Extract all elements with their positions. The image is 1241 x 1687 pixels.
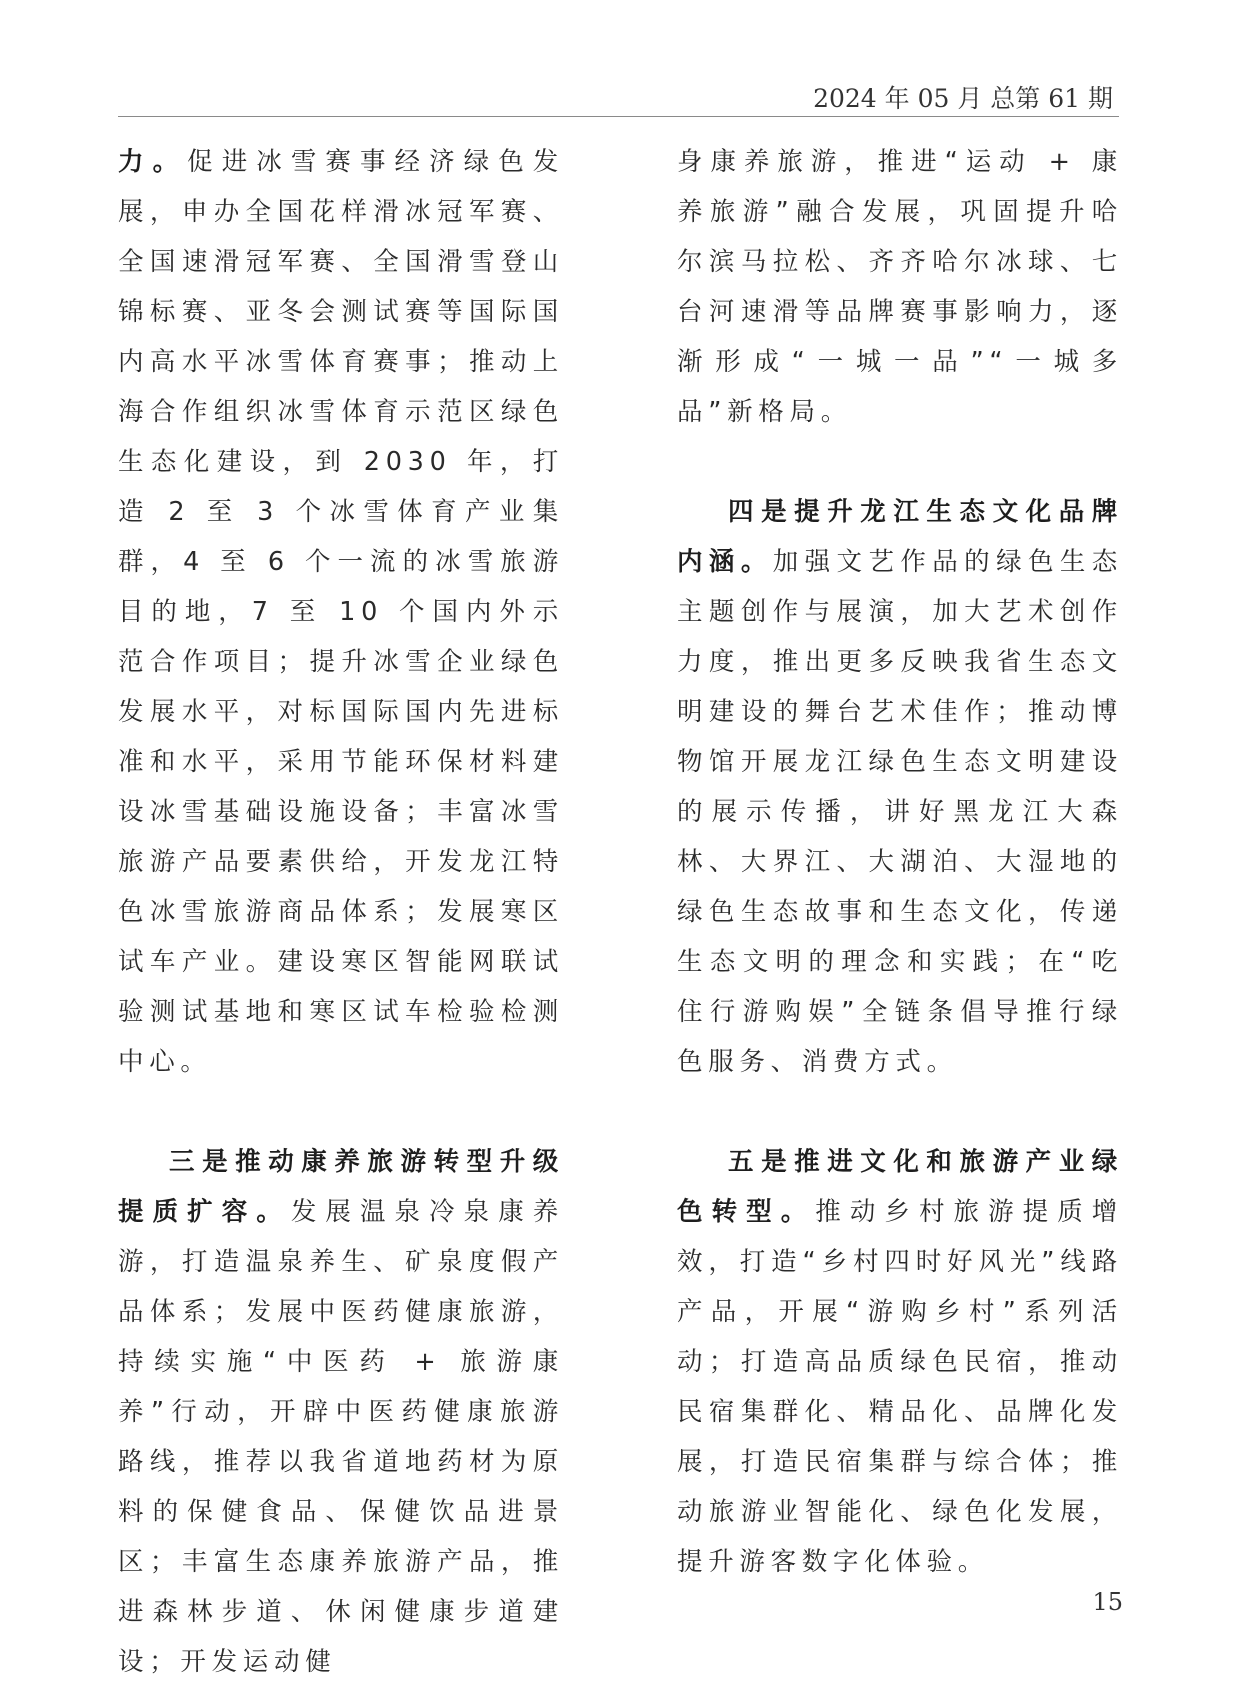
left-column bbox=[118, 137, 564, 1687]
paragraph-continued bbox=[118, 137, 564, 1087]
paragraph-wellness-tourism bbox=[118, 1137, 564, 1687]
paragraph-body: 推动乡村旅游提质增效，打造“乡村四时好风光”线路产品，开展“游购乡村”系列活动；打造高品质绿色民宿，推动民宿集群化、精品化、品牌化发展，打造民宿集群与综合体；推动旅游业智能化、绿色化发展，提升游客数字化体验。 bbox=[677, 1197, 1123, 1577]
paragraph-lead: 力。 bbox=[118, 147, 188, 177]
paragraph-green-transition bbox=[677, 1137, 1123, 1587]
issue-info: 2024 年 05 月 总第 61 期 bbox=[813, 84, 1113, 113]
page-number: 15 bbox=[1092, 1588, 1123, 1616]
paragraph-body: 发展温泉冷泉康养游，打造温泉养生、矿泉度假产品体系；发展中医药健康旅游，持续实施“中医药 + 旅游康养”行动，开辟中医药健康旅游路线，推荐以我省道地药材为原料的保健食品、保健饮品进景区；丰富生态康养旅游产品，推进森林步道、休闲健康步道建设；开发运动健 bbox=[118, 1197, 564, 1677]
right-column bbox=[677, 137, 1123, 1587]
paragraph-body: 加强文艺作品的绿色生态主题创作与展演，加大艺术创作力度，推出更多反映我省生态文明建设的舞台艺术佳作；推动博物馆开展龙江绿色生态文明建设的展示传播，讲好黑龙江大森林、大界江、大湖泊、大湿地的绿色生态故事和生态文化，传递生态文明的理念和实践；在“吃住行游购娱”全链条倡导推行绿色服务、消费方式。 bbox=[677, 547, 1124, 1077]
paragraph-continued bbox=[677, 137, 1123, 437]
running-header bbox=[118, 84, 1119, 117]
paragraph-eco-culture-brand bbox=[677, 487, 1123, 1087]
paragraph-lead: 五是推进文化和旅游产业绿色转型。 bbox=[677, 1147, 1123, 1227]
paragraph-body: 身康养旅游，推进“运动 + 康养旅游”融合发展，巩固提升哈尔滨马拉松、齐齐哈尔冰球、七台河速滑等品牌赛事影响力，逐渐形成“一城一品”“一城多品”新格局。 bbox=[677, 147, 1123, 427]
paragraph-body: 促进冰雪赛事经济绿色发展，申办全国花样滑冰冠军赛、全国速滑冠军赛、全国滑雪登山锦标赛、亚冬会测试赛等国际国内高水平冰雪体育赛事；推动上海合作组织冰雪体育示范区绿色生态化建设，到 2030 年，打造 2 至 3 个冰雪体育产业集群，4 至 6 个一流的冰雪旅游目的地，7 至 10 个国内外示范合作项目；提升冰雪企业绿色发展水平，对标国际国内先进标准和水平，采用节能环保材料建设冰雪基础设施设备；丰富冰雪旅游产品要素供给，开发龙江特色冰雪旅游商品体系；发展寒区试车产业。建设寒区智能网联试验测试基地和寒区试车检验检测中心。 bbox=[118, 147, 565, 1077]
paragraph-lead: 四是提升龙江生态文化品牌内涵。 bbox=[677, 497, 1123, 577]
paragraph-lead: 三是推动康养旅游转型升级提质扩容。 bbox=[118, 1147, 564, 1227]
